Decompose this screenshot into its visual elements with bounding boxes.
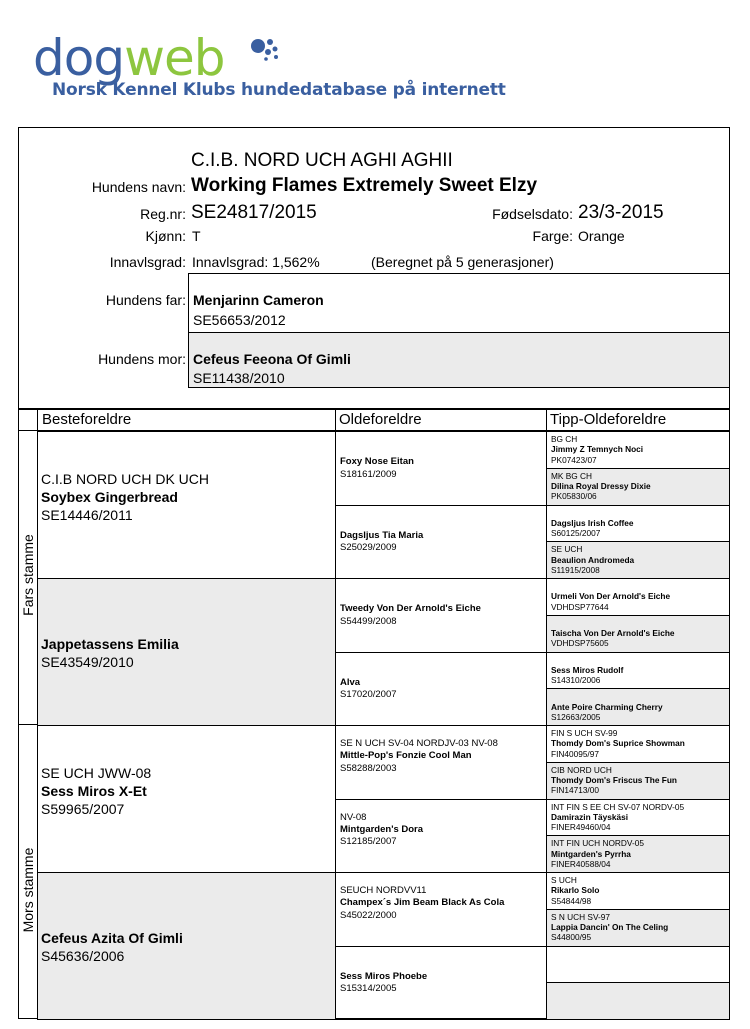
ancestor-title: BG CH	[551, 434, 578, 444]
ancestor-reg: S18161/2009	[340, 468, 397, 480]
pedigree-gen4-cell[interactable]	[546, 799, 730, 837]
mother-label: Hundens mor:	[98, 351, 186, 367]
header-col-divider	[546, 409, 547, 430]
ancestor-title	[41, 911, 335, 929]
pedigree-gen2-cell[interactable]	[37, 578, 336, 726]
ancestor-name: Thomdy Dom's Friscus The Fun	[551, 775, 677, 786]
ancestor-name: Mittle-Pop's Fonzie Cool Man	[340, 750, 472, 762]
father-cell[interactable]	[188, 273, 730, 333]
ancestor-name: Soybex Gingerbread	[41, 489, 178, 506]
ancestor-reg: S54499/2008	[340, 615, 397, 627]
ancestor-title	[340, 444, 546, 456]
ancestor-reg: S12185/2007	[340, 836, 397, 848]
logo-wordmark: dogweb	[33, 29, 225, 87]
pedigree-gen3-cell[interactable]	[335, 505, 547, 580]
ancestor-title: SE UCH JWW-08	[41, 765, 152, 781]
ancestor-reg: FIN14713/00	[551, 785, 599, 796]
mors-stamme-label: Mors stamme	[20, 847, 36, 933]
ancestor-name: Dagsljus Irish Coffee	[551, 517, 634, 528]
ancestor-name: Jappetassens Emilia	[41, 636, 179, 653]
pedigree-gen3-cell[interactable]	[335, 652, 547, 727]
header-gen4: Tipp-Oldeforeldre	[550, 411, 667, 428]
ancestor-name: Dilina Royal Dressy Dixie	[551, 481, 651, 492]
ancestor-title	[551, 508, 729, 518]
pedigree-gen4-cell[interactable]	[546, 652, 730, 690]
pedigree-gen3-cell[interactable]	[335, 799, 547, 874]
ancestor-name: Tweedy Von Der Arnold's Eiche	[340, 603, 481, 615]
ancestor-name: Urmeli Von Der Arnold's Eiche	[551, 591, 671, 602]
ancestor-name: Rikarlo Solo	[551, 885, 600, 896]
pedigree-gen3-cell[interactable]	[335, 578, 547, 653]
ancestor-title	[340, 518, 546, 530]
ancestor-title	[551, 655, 729, 665]
inbreeding-label: Innavlsgrad:	[109, 254, 186, 270]
ancestor-reg: S60125/2007	[551, 528, 601, 539]
ancestor-name: Cefeus Azita Of Gimli	[41, 930, 183, 947]
ancestor-title: INT FIN UCH NORDV-05	[551, 838, 644, 849]
sex-label: Kjønn:	[145, 228, 186, 244]
dog-birth: 23/3-2015	[578, 202, 664, 223]
ancestor-name	[551, 959, 729, 969]
ancestor-name: Champex´s Jim Beam Black As Cola	[340, 897, 505, 909]
ancestor-reg: S12663/2005	[551, 711, 601, 722]
ancestor-title	[551, 949, 729, 959]
pedigree-gen4-cell[interactable]	[546, 725, 730, 763]
pedigree-gen4-cell[interactable]	[546, 872, 730, 910]
dog-color: Orange	[578, 228, 625, 244]
logo-tagline: Norsk Kennel Klubs hundedatabase på internett	[52, 80, 506, 100]
dog-sex: T	[192, 228, 201, 244]
ancestor-reg	[551, 969, 729, 979]
ancestor-reg: S15314/2005	[340, 983, 397, 995]
ancestor-reg: SE14446/2011	[41, 507, 133, 524]
ancestor-title: CIB NORD UCH	[551, 764, 612, 775]
father-reg: SE56653/2012	[193, 312, 286, 328]
pedigree-gen4-cell[interactable]	[546, 982, 730, 1020]
pedigree-gen2-cell[interactable]	[37, 872, 336, 1020]
header-gen3: Oldeforeldre	[339, 411, 422, 428]
ancestor-reg: S44800/95	[551, 932, 592, 943]
ancestor-name: Mintgarden's Dora	[340, 823, 424, 835]
header-col-divider	[37, 409, 38, 430]
pedigree-gen3-cell[interactable]	[335, 946, 547, 1021]
inbreeding-value: Innavlsgrad: 1,562%	[192, 254, 320, 270]
ancestor-name: Foxy Nose Eitan	[340, 456, 414, 468]
ancestor-reg: S45022/2000	[340, 909, 397, 921]
ancestor-name	[551, 996, 729, 1006]
ancestor-title	[41, 617, 335, 635]
pedigree-gen4-cell[interactable]	[546, 578, 730, 616]
ancestor-title: C.I.B NORD UCH DK UCH	[41, 471, 210, 487]
ancestor-reg: S11915/2008	[551, 564, 600, 575]
side-divider	[18, 724, 38, 725]
ancestor-title: SEUCH NORDVV11	[340, 885, 427, 896]
ancestor-title: S N UCH SV-97	[551, 911, 611, 922]
ancestor-name: Alva	[340, 676, 361, 688]
pedigree-gen3-cell[interactable]	[335, 725, 547, 800]
pedigree-gen4-cell[interactable]	[546, 835, 730, 873]
ancestor-reg: FINER49460/04	[551, 822, 611, 833]
ancestor-name: Sess Miros X-Et	[41, 783, 147, 800]
ancestor-title: S UCH	[551, 875, 577, 885]
ancestor-name: Mintgarden's Pyrrha	[551, 848, 631, 859]
logo-dots-icon	[246, 36, 282, 66]
ancestor-reg: S59965/2007	[41, 801, 125, 818]
ancestor-name: Thomdy Dom's Suprice Showman	[551, 738, 685, 749]
mother-name: Cefeus Feeona Of Gimli	[193, 351, 351, 367]
pedigree-gen3-cell[interactable]	[335, 431, 547, 506]
ancestor-title: SE UCH	[551, 544, 583, 555]
ancestor-name: Sess Miros Phoebe	[340, 970, 428, 982]
inbreeding-note: (Beregnet på 5 generasjoner)	[371, 254, 554, 270]
pedigree-gen4-cell[interactable]	[546, 909, 730, 947]
ancestor-title	[340, 665, 546, 677]
ancestor-reg: VDHDSP75605	[551, 638, 609, 649]
dog-regnr: SE24817/2015	[191, 202, 317, 223]
ancestor-title: NV-08	[340, 811, 367, 823]
ancestor-reg: VDHDSP77644	[551, 601, 609, 612]
ancestor-title	[551, 618, 729, 628]
ancestor-name: Taischa Von Der Arnold's Eiche	[551, 628, 675, 639]
ancestor-reg: FIN40095/97	[551, 748, 599, 759]
ancestor-title: INT FIN S EE CH SV-07 NORDV-05	[551, 801, 685, 812]
mother-cell[interactable]	[188, 332, 730, 388]
pedigree-gen4-cell[interactable]	[546, 946, 730, 984]
color-label: Farge:	[532, 228, 573, 244]
mother-reg: SE11438/2010	[193, 370, 285, 386]
ancestor-reg: SE43549/2010	[41, 654, 134, 671]
ancestor-title: MK BG CH	[551, 470, 593, 481]
ancestor-title	[551, 985, 729, 995]
ancestor-reg: S14310/2006	[551, 675, 601, 686]
ancestor-reg: FINER40588/04	[551, 858, 611, 869]
ancestor-title: FIN S UCH SV-99	[551, 728, 618, 738]
ancestor-reg: S58288/2003	[340, 762, 397, 774]
ancestor-reg	[551, 1006, 729, 1016]
header-gen2: Besteforeldre	[42, 411, 132, 428]
ancestor-name: Jimmy Z Temnych Noci	[551, 444, 644, 455]
pedigree-gen4-cell[interactable]	[546, 431, 730, 469]
ancestor-title: SE N UCH SV-04 NORDJV-03 NV-08	[340, 738, 498, 749]
pedigree-gen4-cell[interactable]	[546, 615, 730, 653]
father-name: Menjarinn Cameron	[193, 292, 324, 308]
ancestor-reg: S25029/2009	[340, 542, 397, 554]
ancestor-reg: S54844/98	[551, 895, 592, 906]
ancestor-name: Ante Poire Charming Cherry	[551, 701, 663, 712]
ancestor-title	[551, 581, 729, 591]
pedigree-gen4-cell[interactable]	[546, 468, 730, 506]
birth-label: Fødselsdato:	[492, 206, 573, 222]
pedigree-gen4-cell[interactable]	[546, 505, 730, 543]
father-label: Hundens far:	[105, 292, 186, 308]
ancestor-title	[340, 591, 546, 603]
ancestor-reg: S45636/2006	[41, 948, 125, 965]
ancestor-name: Sess Miros Rudolf	[551, 664, 624, 675]
pedigree-gen2-cell[interactable]	[37, 725, 336, 873]
pedigree-gen4-cell[interactable]	[546, 688, 730, 726]
header-col-divider	[335, 409, 336, 430]
fars-stamme-label: Fars stamme	[20, 534, 36, 616]
ancestor-title	[551, 691, 729, 701]
ancestor-name: Lappia Dancin' On The Celing	[551, 922, 669, 933]
ancestor-name: Beaulion Andromeda	[551, 554, 635, 565]
pedigree-gen2-cell[interactable]	[37, 431, 336, 579]
ancestor-name: Damirazin Täyskäsi	[551, 811, 629, 822]
regnr-label: Reg.nr:	[140, 206, 186, 222]
ancestor-reg: PK05830/06	[551, 491, 597, 502]
dog-titles: C.I.B. NORD UCH AGHI AGHII	[191, 150, 453, 171]
pedigree-gen4-cell[interactable]	[546, 541, 730, 579]
ancestor-title	[340, 959, 546, 971]
ancestor-name: Dagsljus Tia Maria	[340, 529, 424, 541]
pedigree-gen3-cell[interactable]	[335, 872, 547, 947]
name-label: Hundens navn:	[91, 179, 186, 195]
dog-name: Working Flames Extremely Sweet Elzy	[191, 175, 538, 196]
pedigree-gen4-cell[interactable]	[546, 762, 730, 800]
ancestor-reg: PK07423/07	[551, 454, 597, 465]
ancestor-reg: S17020/2007	[340, 689, 397, 701]
